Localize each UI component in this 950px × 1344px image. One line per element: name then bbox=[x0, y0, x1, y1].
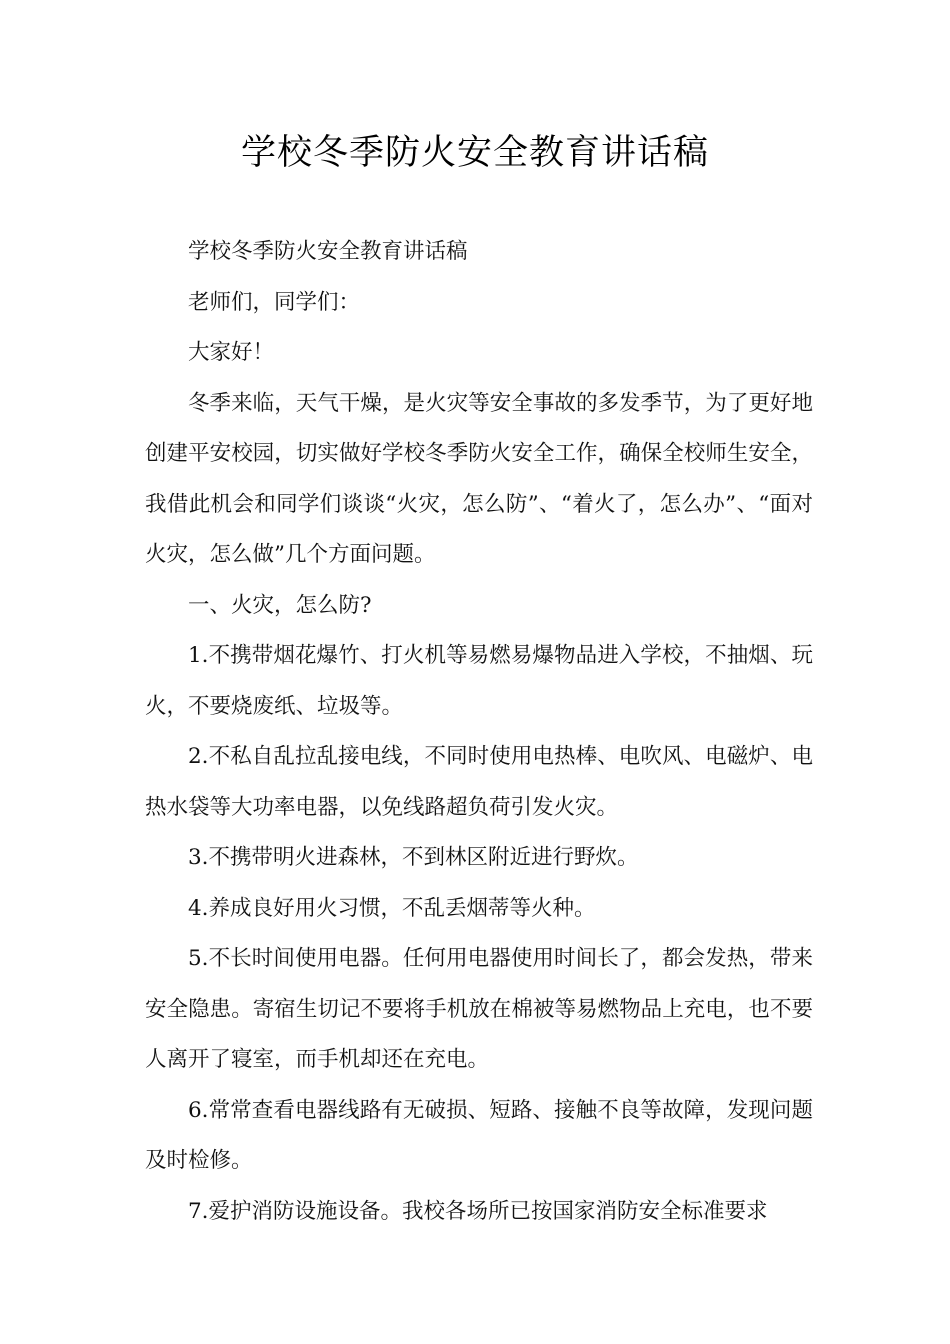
list-item-4: 4.养成良好用火习惯，不乱丢烟蒂等火种。 bbox=[188, 895, 596, 921]
document-title: 学校冬季防火安全教育讲话稿 bbox=[240, 133, 709, 173]
list-item-1: 1.不携带烟花爆竹、打火机等易燃易爆物品进入学校，不抽烟、玩火，不要烧废纸、垃圾等。 bbox=[145, 643, 813, 719]
list-item-3: 3.不携带明火进森林，不到林区附近进行野炊。 bbox=[188, 845, 639, 870]
list-item-7: 7.爱护消防设施设备。我校各场所已按国家消防安全标准要求 bbox=[188, 1198, 768, 1224]
paragraph-intro: 冬季来临，天气干燥，是火灾等安全事故的多发季节，为了更好地创建平安校园，切实做好学校冬季防火安全工作，确保全校师生安全，我借此机会和同学们谈谈“火灾，怎么防”、“着火了，怎么办”、“面对火灾，怎么做”几个方面问题。 bbox=[145, 390, 813, 567]
paragraph-salutation: 老师们，同学们： bbox=[188, 289, 361, 315]
paragraph-greeting: 大家好！ bbox=[188, 340, 275, 365]
list-item-2: 2.不私自乱拉乱接电线，不同时使用电热棒、电吹风、电磁炉、电热水袋等大功率电器，以免线路超负荷引发火灾。 bbox=[145, 744, 813, 820]
section-heading-1: 一、火灾，怎么防? bbox=[188, 592, 372, 618]
document-body bbox=[145, 227, 813, 1237]
list-item-6: 6.常常查看电器线路有无破损、短路、接触不良等故障，发现问题及时检修。 bbox=[145, 1097, 813, 1173]
list-item-5: 5.不长时间使用电器。任何用电器使用时间长了，都会发热，带来安全隐患。寄宿生切记不要将手机放在棉被等易燃物品上充电，也不要人离开了寝室，而手机却还在充电。 bbox=[145, 946, 813, 1072]
paragraph-subtitle: 学校冬季防火安全教育讲话稿 bbox=[188, 239, 468, 264]
